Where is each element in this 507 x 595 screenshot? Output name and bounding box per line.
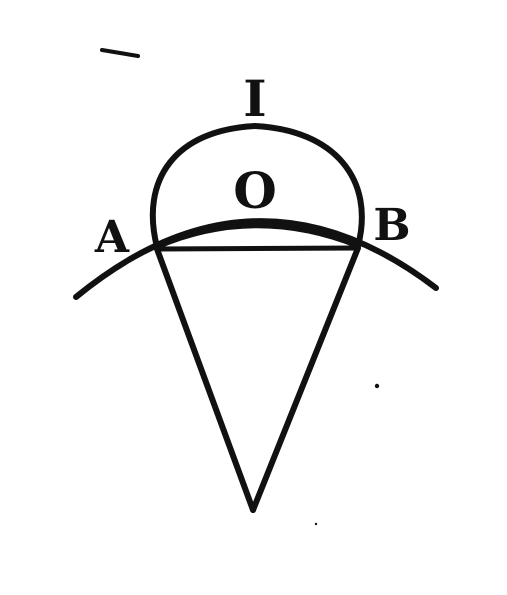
label-b: B	[373, 200, 411, 251]
label-i: I	[243, 69, 267, 128]
stray-dot-right	[375, 384, 379, 388]
cone-right-side	[253, 248, 358, 510]
stray-dot-bottom	[315, 523, 317, 525]
cone-left-side	[157, 249, 253, 510]
stray-dash-mark	[102, 50, 138, 56]
chord-ab	[157, 248, 358, 249]
label-o: O	[233, 161, 277, 220]
label-a: A	[94, 212, 130, 263]
